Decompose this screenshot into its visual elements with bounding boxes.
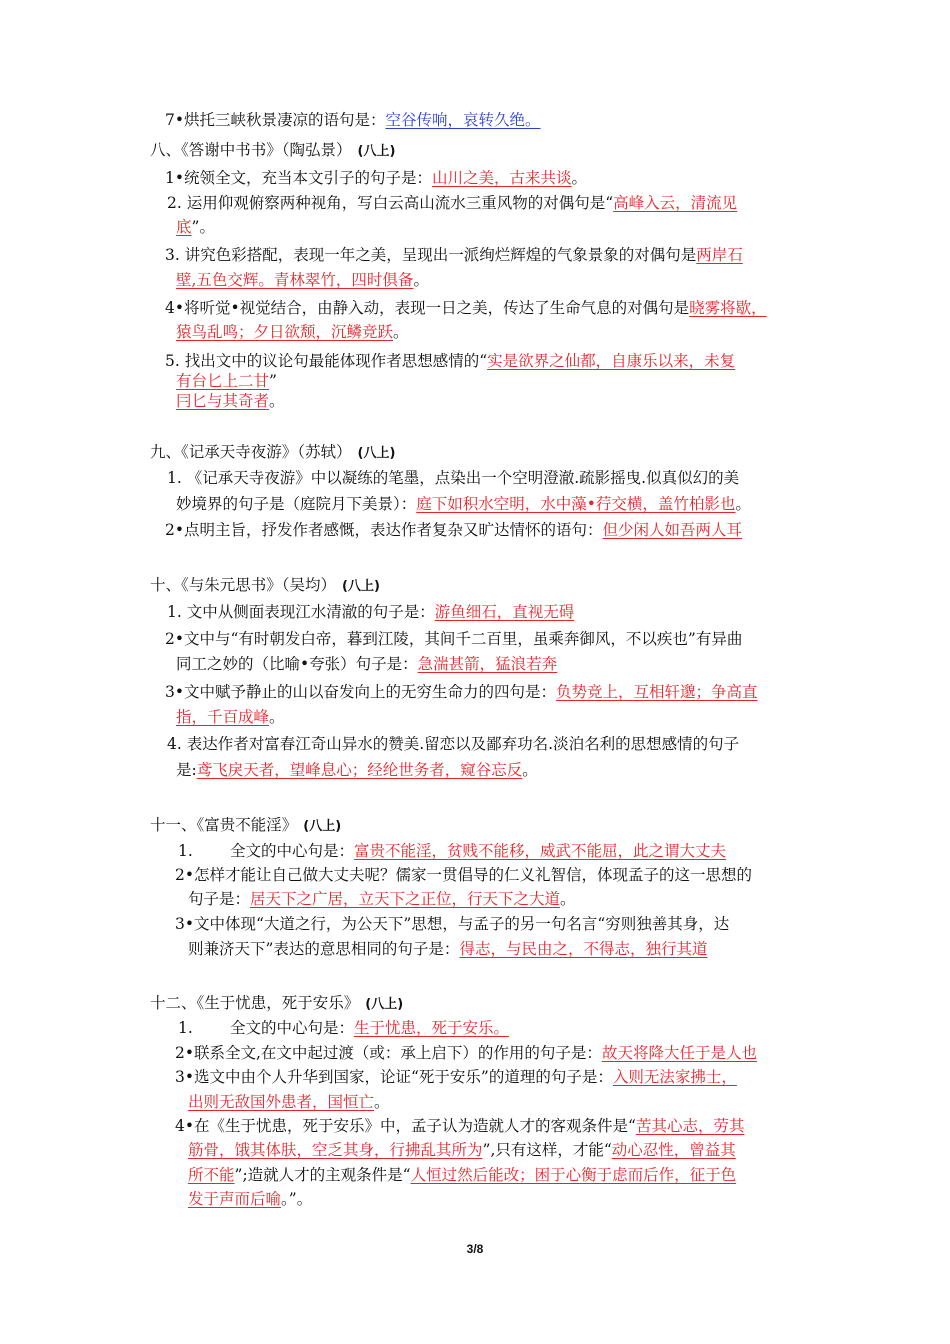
question-text: 是: (176, 761, 197, 779)
question-text: 4•在《生于忧患，死于安乐》中，孟子认为造就人才的客观条件是“ (175, 1117, 636, 1135)
question-text: 2•点明主旨，抒发作者感慨，表达作者复杂又旷达情怀的语句： (165, 521, 603, 539)
question-text: 同工之妙的（比喻•夸张）句子是： (176, 655, 418, 673)
answer-text: 居天下之广居，立天下之正位，行天下之大道 (250, 890, 561, 908)
section-title: 十、《与朱元思书》（吴均） (150, 576, 337, 594)
punctuation: 。 (269, 708, 285, 726)
answer-text: 指，千百成峰 (176, 708, 270, 726)
s11-q2-line1 (175, 864, 752, 886)
s9-q1-line2 (176, 493, 751, 515)
s8-q5-line2 (176, 370, 277, 392)
question-text: ”;造就人才的主观条件是“ (234, 1166, 411, 1184)
answer-text: 人恒过然后能改；困于心衡于虑而后作，征于色 (410, 1166, 737, 1184)
answer-text: 空谷传响，哀转久绝。 (385, 111, 541, 129)
s12-q4-line1 (175, 1115, 744, 1137)
question-text: 句子是： (188, 890, 251, 908)
answer-text: 苦其心志，劳其 (635, 1117, 745, 1135)
answer-text: 晓雾将歇， (689, 299, 767, 317)
grade-level: (八上) (365, 997, 404, 1012)
s10-q2-line2 (176, 653, 557, 675)
grade-level: (八上) (342, 579, 380, 594)
section-heading-10 (150, 574, 380, 598)
grade-level: (八上) (303, 819, 342, 834)
answer-text: 故天将降大任于是人也 (601, 1044, 757, 1062)
punctuation: 。”。 (281, 1190, 313, 1208)
answer-text: 富贵不能淫，贫贱不能移，威武不能屈，此之谓大丈夫 (354, 842, 727, 860)
answer-text: 高峰入云，清流见 (613, 194, 738, 212)
s8-q5-line3 (176, 390, 285, 412)
s8-q1 (165, 167, 587, 189)
answer-text: 出则无敌国外患者，国恒亡 (188, 1093, 375, 1111)
answer-text: 鸢飞戾天者，望峰息心；经纶世务者，窥谷忘反 (196, 761, 523, 779)
s10-q3-line1 (165, 681, 758, 703)
punctuation: 。 (393, 323, 409, 341)
answer-text: 所不能 (188, 1166, 235, 1184)
s10-q4-line1 (167, 733, 739, 755)
section-title: 十二、《生于忧患，死于安乐》 (150, 994, 360, 1012)
answer-text: 动心忍性，曾益其 (611, 1141, 736, 1159)
question-number: 1. (178, 1019, 193, 1037)
answer-text: 发于声而后喻 (188, 1190, 282, 1208)
grade-level: (八上) (357, 446, 396, 461)
question-text: 1. 文中从侧面表现江水清澈的句子是： (167, 603, 435, 621)
answer-text: 生于忧患，死于安乐。 (354, 1019, 510, 1037)
answer-text: 急湍甚箭，猛浪若奔 (417, 655, 558, 673)
s7-q7 (165, 109, 541, 131)
answer-text: 但少闲人如吾两人耳 (602, 521, 743, 539)
s10-q3-line2 (176, 706, 285, 728)
answer-text: 底 (176, 218, 192, 236)
s9-q1-line1 (167, 467, 739, 489)
s12-q4-line3 (188, 1164, 736, 1186)
s8-q5-line1 (165, 350, 735, 372)
question-text: 2•怎样才能让自己做大丈夫呢？儒家一贯倡导的仁义礼智信，体现孟子的这一思想的 (175, 866, 753, 884)
s12-q1 (178, 1017, 193, 1039)
question-text: 全文的中心句是： (230, 1019, 355, 1037)
answer-text: 筋骨，饿其体肤，空乏其身，行拂乱其所为 (188, 1141, 483, 1159)
question-text: ”,只有这样，才能“ (482, 1141, 612, 1159)
s10-q2-line1 (165, 628, 742, 650)
s11-q3-line2 (188, 938, 707, 960)
section-title: 九、《记承天寺夜游》（苏轼） (150, 443, 352, 461)
s12-q3-line2 (188, 1091, 390, 1113)
s12-q3-line1 (175, 1066, 737, 1088)
s12-q4-line2 (188, 1139, 736, 1161)
section-title: 十一、《富贵不能淫》 (150, 816, 298, 834)
punctuation: 。 (374, 1093, 390, 1111)
answer-text: 实是欲界之仙都，自康乐以来，未复 (487, 352, 736, 370)
section-heading-11 (150, 814, 341, 838)
answer-text: 猿鸟乱鸣；夕日欲颓，沉鳞竞跃 (176, 323, 394, 341)
s12-q2 (175, 1042, 757, 1064)
punctuation: ” (269, 372, 277, 390)
question-text: 2•文中与“有时朝发白帝，暮到江陵，其间千二百里，虽乘奔御风，不以疾也”有异曲 (165, 630, 743, 648)
answer-text: 冃匕与其奇者 (176, 392, 270, 410)
s12-q1-body (230, 1017, 509, 1039)
section-heading-12 (150, 992, 403, 1016)
s10-q4-line2 (176, 759, 538, 781)
punctuation: 。 (735, 495, 751, 513)
answer-text: 负势竞上，互相轩邈；争高直 (556, 683, 758, 701)
s12-q4-line4 (188, 1188, 312, 1210)
question-number: 1. (178, 842, 193, 860)
answer-text: 游鱼细石，直视无碍 (434, 603, 575, 621)
s9-q2 (165, 519, 742, 541)
s8-q2-line1 (167, 192, 737, 214)
answer-text: 两岸石 (696, 246, 743, 264)
grade-level: (八上) (357, 144, 396, 159)
question-text: 3•选文中由个人升华到国家，论证“死于安乐”的道理的句子是： (175, 1068, 613, 1086)
answer-text: 壁,五色交辉。青林翠竹，四时俱备 (176, 271, 414, 289)
punctuation: 。 (571, 169, 588, 187)
question-text: 1. 《记承天寺夜游》中以凝练的笔墨，点染出一个空明澄澈.疏影摇曳.似真似幻的美 (167, 469, 740, 487)
question-text: 2. 运用仰观俯察两种视角，写白云高山流水三重风物的对偶句是“ (167, 194, 614, 212)
answer-text: 庭下如积水空明，水中藻•荇交横，盖竹柏影也 (416, 495, 736, 513)
question-text: 全文的中心句是： (230, 842, 355, 860)
punctuation: ”。 (191, 218, 215, 236)
question-text: 3•文中体现“大道之行，为公天下”思想，与孟子的另一句名言“穷则独善其身，达 (175, 915, 730, 933)
question-text: 妙境界的句子是（庭院月下美景）： (176, 495, 417, 513)
punctuation: 。 (413, 271, 429, 289)
s11-q3-line1 (175, 913, 729, 935)
answer-text: 得志，与民由之，不得志，独行其道 (459, 940, 708, 958)
question-text: 3•文中赋予静止的山以奋发向上的无穷生命力的四句是： (165, 683, 557, 701)
question-text: 1•统领全文，充当本文引子的句子是： (165, 169, 433, 187)
punctuation: 。 (269, 392, 285, 410)
punctuation: 。 (522, 761, 538, 779)
s8-q2-line2 (176, 216, 215, 238)
question-text: 4. 表达作者对富春江奇山异水的赞美.留恋以及鄙弃功名.淡泊名利的思想感情的句子 (167, 735, 740, 753)
answer-text: 入则无法家拂士， (612, 1068, 737, 1086)
s10-q1 (167, 601, 574, 623)
question-text: 7•烘托三峡秋景凄凉的语句是： (165, 111, 386, 129)
section-heading-8 (150, 139, 395, 163)
question-text: 5. 找出文中的议论句最能体现作者思想感情的“ (165, 352, 488, 370)
s11-q1 (178, 840, 193, 862)
section-title: 八、《答谢中书书》（陶弘景） (150, 141, 352, 159)
answer-text: 山川之美，古来共谈 (432, 169, 572, 187)
answer-text: 有台匕上二甘 (176, 372, 270, 390)
s8-q4-line1 (165, 297, 767, 319)
punctuation: 。 (560, 890, 576, 908)
page-number: 3/8 (466, 1242, 484, 1256)
s8-q3-line1 (165, 244, 743, 266)
s8-q3-line2 (176, 269, 429, 291)
question-text: 2•联系全文,在文中起过渡（或：承上启下）的作用的句子是： (175, 1044, 602, 1062)
question-text: 则兼济天下”表达的意思相同的句子是： (188, 940, 460, 958)
question-text: 3. 讲究色彩搭配，表现一年之美，呈现出一派绚烂辉煌的气象景象的对偶句是 (165, 246, 697, 264)
question-text: 4•将听觉•视觉结合，由静入动，表现一日之美，传达了生命气息的对偶句是 (165, 299, 690, 317)
section-heading-9 (150, 441, 395, 465)
s8-q4-line2 (176, 321, 409, 343)
s11-q1-body (230, 840, 726, 862)
s11-q2-line2 (188, 888, 576, 910)
